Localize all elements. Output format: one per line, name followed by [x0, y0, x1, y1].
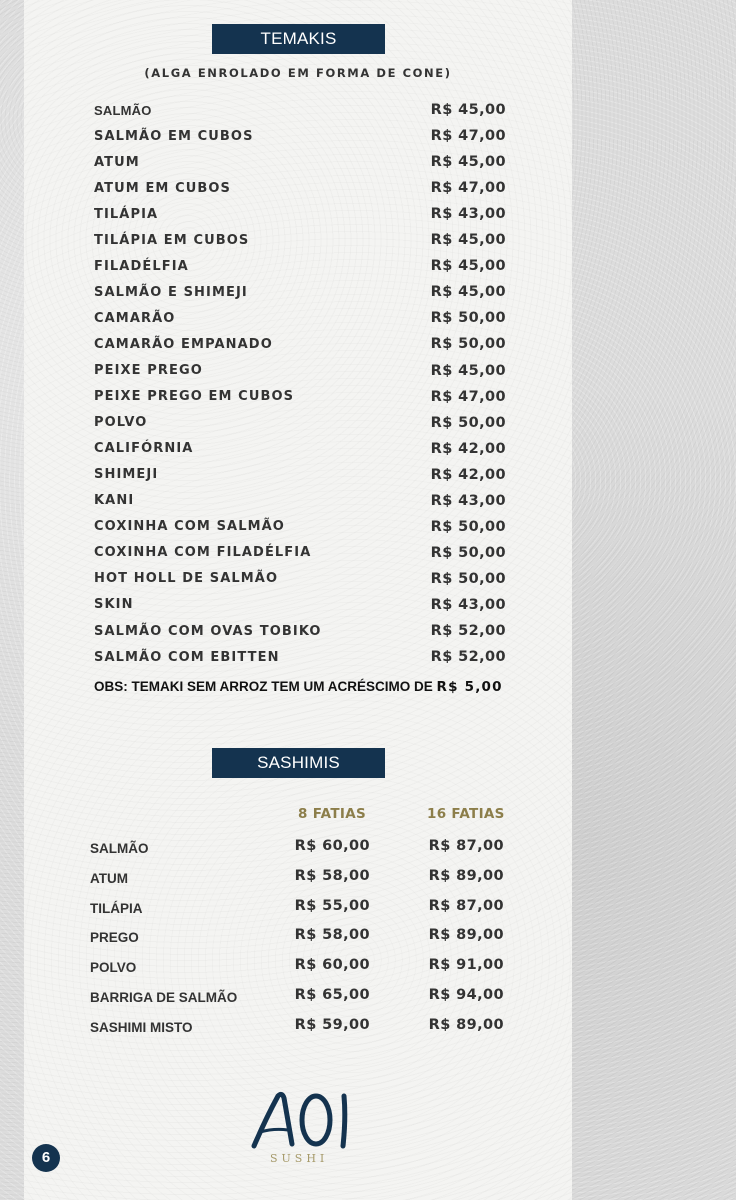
temaki-item-row	[94, 542, 506, 564]
sashimi-price-16: R$ 87,00	[428, 897, 504, 914]
temaki-item-name: ATUM EM CUBOS	[94, 180, 232, 196]
temaki-item-price: R$ 45,00	[430, 258, 506, 275]
sashimi-price-16: R$ 87,00	[428, 838, 504, 854]
temaki-item-name: SALMÃO COM EBITTEN	[94, 649, 280, 665]
temaki-item-row	[94, 333, 506, 355]
temaki-item-price: R$ 47,00	[430, 128, 506, 145]
sashimi-item-name: POLVO	[90, 960, 137, 976]
note-text: OBS: TEMAKI SEM ARROZ TEM UM ACRÉSCIMO DE	[94, 679, 433, 694]
temaki-item-name: SALMÃO EM CUBOS	[94, 128, 254, 144]
temaki-item-row	[94, 125, 506, 147]
sashimi-price-8: R$ 58,00	[294, 867, 370, 884]
sashimi-price-16: R$ 91,00	[428, 957, 504, 974]
temaki-item-price: R$ 45,00	[430, 232, 506, 249]
sashimi-price-8: R$ 55,00	[294, 897, 370, 914]
temaki-item-row	[94, 177, 506, 199]
logo-sub: SUSHI	[270, 1152, 329, 1165]
temaki-item-price: R$ 45,00	[430, 154, 506, 171]
temaki-item-name: PEIXE PREGO EM CUBOS	[94, 389, 295, 405]
temaki-item-price: R$ 50,00	[430, 310, 506, 327]
temaki-item-name: CAMARÃO	[94, 310, 176, 326]
col-16-fatias: 16 FATIAS	[427, 806, 505, 822]
aoi-sushi-logo	[248, 1088, 358, 1168]
temaki-item-price: R$ 43,00	[430, 492, 506, 509]
sashimi-item-row	[90, 1017, 506, 1039]
sashimi-price-16: R$ 89,00	[428, 867, 504, 884]
temaki-item-price: R$ 50,00	[430, 414, 506, 431]
temaki-item-price: R$ 52,00	[430, 649, 506, 666]
temaki-item-row	[94, 307, 506, 329]
sashimi-price-8: R$ 60,00	[294, 838, 370, 854]
temaki-item-name: ATUM	[94, 154, 140, 170]
temaki-item-price: R$ 45,00	[430, 102, 506, 118]
temaki-item-price: R$ 45,00	[430, 362, 506, 379]
temaki-note	[94, 679, 514, 695]
temaki-item-name: HOT HOLL DE SALMÃO	[94, 571, 279, 587]
sashimi-item-name: BARRIGA DE SALMÃO	[90, 990, 238, 1005]
sashimi-item-name: SASHIMI MISTO	[90, 1019, 193, 1035]
temaki-item-row	[94, 646, 506, 668]
temaki-item-row	[94, 516, 506, 538]
temaki-item-row	[94, 464, 506, 486]
sashimi-price-8: R$ 59,00	[294, 1016, 370, 1033]
temaki-item-price: R$ 42,00	[430, 440, 506, 457]
sashimi-item-row	[90, 957, 506, 979]
temaki-item-name: TILÁPIA EM CUBOS	[94, 232, 250, 248]
temaki-item-row	[94, 438, 506, 460]
temaki-item-row	[94, 386, 506, 408]
temaki-item-row	[94, 229, 506, 251]
temaki-item-row	[94, 281, 506, 303]
temaki-item-name: SALMÃO E SHIMEJI	[94, 284, 248, 300]
sashimi-price-16: R$ 89,00	[428, 927, 504, 944]
temaki-item-row	[94, 620, 506, 642]
sashimi-price-16: R$ 89,00	[428, 1016, 504, 1033]
sashimi-item-name: PREGO	[90, 930, 139, 946]
temaki-item-name: CAMARÃO EMPANADO	[94, 336, 273, 352]
note-amount: R$ 5,00	[436, 679, 503, 695]
temaki-item-row	[94, 360, 506, 382]
temaki-item-row	[94, 412, 506, 434]
temaki-item-price: R$ 52,00	[430, 623, 506, 639]
temaki-item-name: SALMÃO	[94, 102, 152, 118]
sashimi-price-8: R$ 60,00	[294, 957, 370, 974]
temaki-item-name: COXINHA COM SALMÃO	[94, 519, 285, 535]
sashimi-item-row	[90, 838, 506, 860]
temaki-item-name: CALIFÓRNIA	[94, 441, 194, 457]
col-8-fatias: 8 FATIAS	[298, 806, 366, 822]
temaki-item-row	[94, 255, 506, 277]
temaki-item-name: SKIN	[94, 597, 134, 613]
temaki-item-name: TILÁPIA	[94, 206, 159, 222]
sashimi-item-name: TILÁPIA	[90, 900, 143, 916]
temaki-item-price: R$ 45,00	[430, 284, 506, 301]
temaki-item-row	[94, 568, 506, 590]
temakis-subtitle: (ALGA ENROLADO EM FORMA DE CONE)	[144, 66, 452, 80]
temakis-title: TEMAKIS	[212, 24, 385, 54]
sashimi-item-row	[90, 987, 506, 1009]
sashimi-price-16: R$ 94,00	[428, 987, 504, 1003]
sashimi-item-name: ATUM	[90, 870, 128, 886]
temaki-item-name: COXINHA COM FILADÉLFIA	[94, 545, 312, 561]
temaki-item-price: R$ 50,00	[430, 518, 506, 535]
temaki-item-name: FILADÉLFIA	[94, 258, 189, 274]
sashimi-price-8: R$ 58,00	[294, 927, 370, 944]
temaki-item-price: R$ 50,00	[430, 544, 506, 561]
sashimis-title: SASHIMIS	[212, 748, 385, 778]
temaki-item-price: R$ 47,00	[430, 180, 506, 197]
sashimi-item-row	[90, 898, 506, 920]
sashimi-item-row	[90, 927, 506, 949]
sashimi-item-name: SALMÃO	[90, 841, 149, 856]
temaki-item-row	[94, 99, 506, 121]
temaki-item-row	[94, 594, 506, 616]
sashimi-price-8: R$ 65,00	[294, 987, 370, 1003]
temaki-item-name: POLVO	[94, 415, 148, 431]
aoi-logo-mark	[248, 1088, 358, 1152]
temaki-item-price: R$ 47,00	[430, 388, 506, 405]
temaki-item-price: R$ 43,00	[430, 596, 506, 613]
sashimi-item-row	[90, 868, 506, 890]
temaki-item-price: R$ 50,00	[430, 336, 506, 353]
temaki-item-name: PEIXE PREGO	[94, 363, 203, 378]
temaki-item-name: SALMÃO COM OVAS TOBIKO	[94, 623, 322, 639]
temaki-item-price: R$ 50,00	[430, 570, 506, 587]
temaki-item-name: KANI	[94, 493, 135, 509]
temaki-item-row	[94, 151, 506, 173]
temaki-item-price: R$ 42,00	[430, 466, 506, 483]
page-number-badge: 6	[32, 1144, 60, 1172]
temaki-item-row	[94, 490, 506, 512]
temaki-item-price: R$ 43,00	[430, 206, 506, 223]
temaki-item-row	[94, 203, 506, 225]
temaki-item-name: SHIMEJI	[94, 467, 159, 483]
